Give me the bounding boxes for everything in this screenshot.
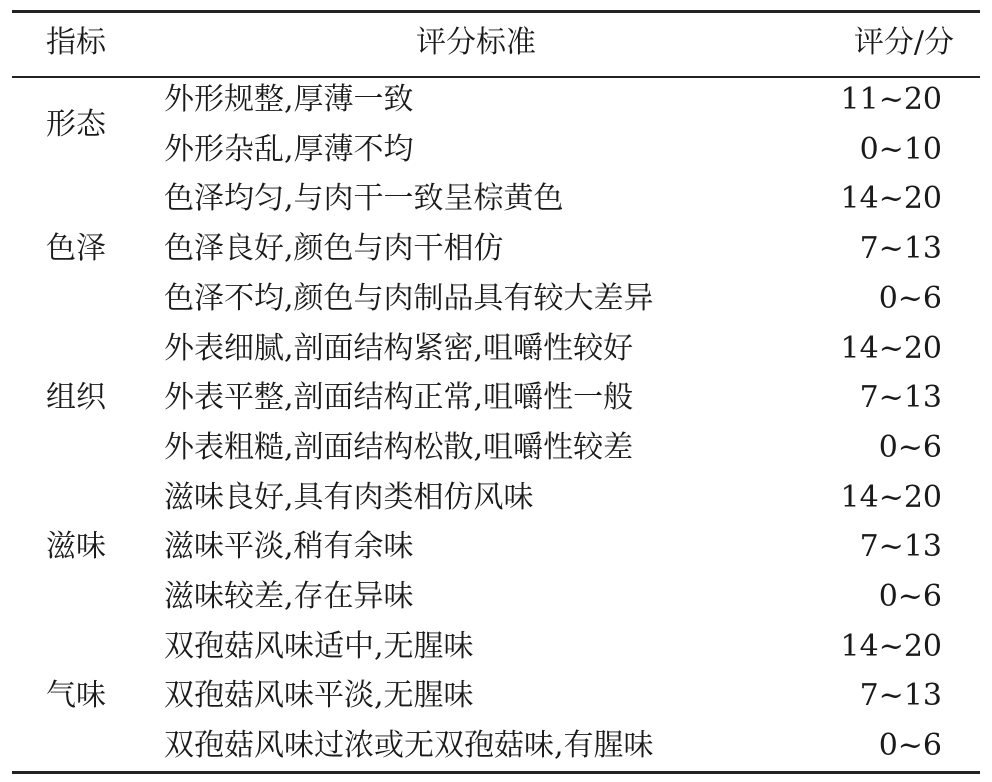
score-cell: 11~20 (840, 82, 942, 117)
score-cell: 14~20 (840, 479, 942, 515)
score-cell: 0~6 (878, 429, 942, 465)
indicator-cell: 气味 (46, 678, 106, 714)
header-criteria: 评分标准 (416, 25, 536, 60)
criteria-cell: 外形规整,厚薄一致 (164, 82, 414, 117)
criteria-cell: 双孢菇风味适中,无腥味 (164, 628, 474, 664)
score-cell: 0~6 (878, 579, 942, 614)
score-cell: 14~20 (840, 628, 942, 664)
indicator-cell: 滋味 (46, 529, 106, 565)
header-rule (12, 76, 980, 78)
criteria-cell: 滋味较差,存在异味 (164, 579, 414, 614)
score-cell: 7~13 (859, 380, 942, 416)
top-rule (12, 10, 980, 13)
score-cell: 7~13 (859, 678, 942, 714)
score-cell: 0~10 (859, 131, 942, 167)
criteria-cell: 外表粗糙,剖面结构松散,咀嚼性较差 (164, 429, 634, 465)
score-cell: 7~13 (859, 231, 942, 267)
score-cell: 14~20 (840, 330, 942, 366)
criteria-cell: 滋味良好,具有肉类相仿风味 (164, 479, 534, 515)
criteria-cell: 色泽不均,颜色与肉制品具有较大差异 (164, 280, 654, 316)
scoring-table (12, 0, 980, 782)
score-cell: 0~6 (878, 728, 942, 764)
indicator-cell: 形态 (46, 106, 106, 142)
criteria-cell: 色泽均匀,与肉干一致呈棕黄色 (164, 181, 564, 217)
indicator-cell: 组织 (46, 380, 106, 416)
indicator-cell: 色泽 (46, 231, 106, 267)
criteria-cell: 外表细腻,剖面结构紧密,咀嚼性较好 (164, 330, 634, 366)
header-indicator: 指标 (46, 25, 106, 60)
score-cell: 7~13 (859, 529, 942, 565)
criteria-cell: 滋味平淡,稍有余味 (164, 529, 414, 565)
score-cell: 0~6 (878, 280, 942, 316)
criteria-cell: 双孢菇风味过浓或无双孢菇味,有腥味 (164, 728, 654, 764)
criteria-cell: 色泽良好,颜色与肉干相仿 (164, 231, 504, 267)
criteria-cell: 双孢菇风味平淡,无腥味 (164, 678, 474, 714)
score-cell: 14~20 (840, 181, 942, 217)
header-score: 评分/分 (853, 25, 954, 60)
bottom-rule (12, 771, 980, 774)
criteria-cell: 外形杂乱,厚薄不均 (164, 131, 414, 167)
criteria-cell: 外表平整,剖面结构正常,咀嚼性一般 (164, 380, 634, 416)
